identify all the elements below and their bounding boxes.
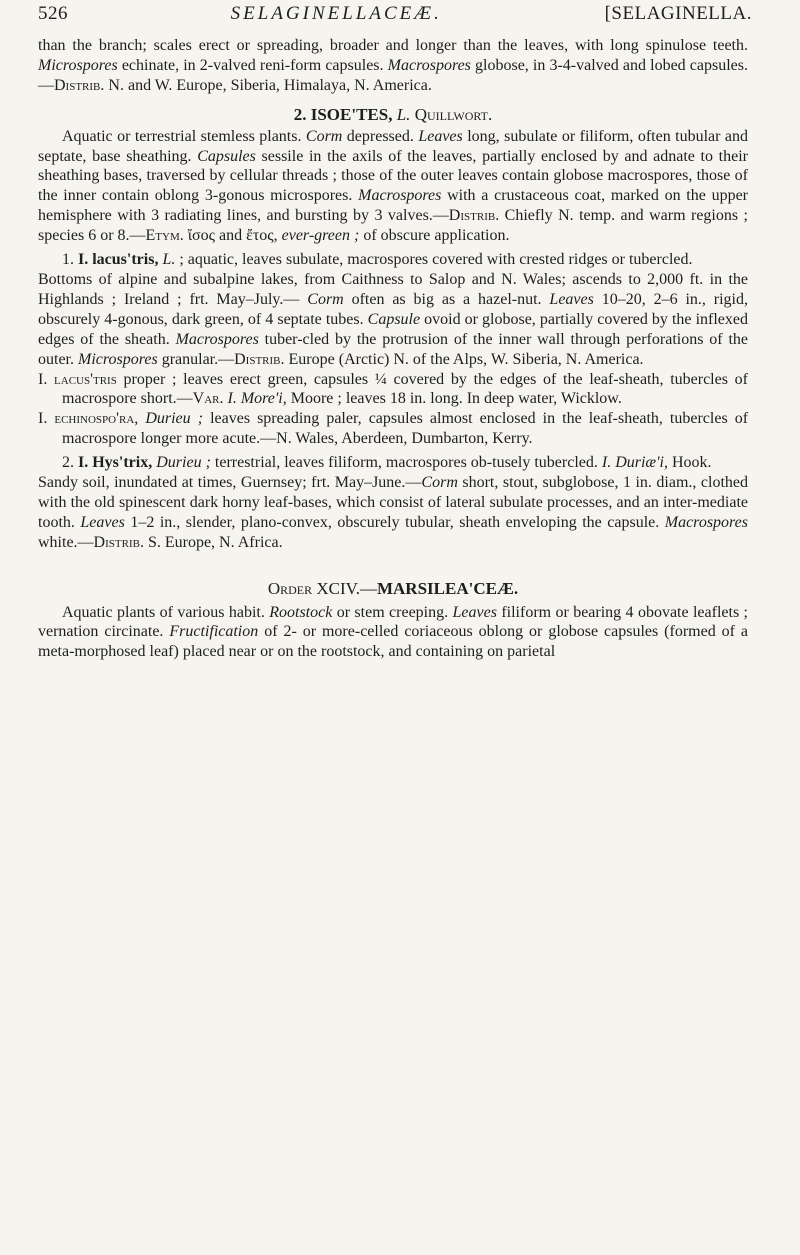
variety-lacustris-proper: I. lacus'tris proper ; leaves erect green, capsules ¼ covered by the edges of the leaf-sheath, tubercles of macrospore short.—Var. I. More'i, Moore ; leaves 18 in. long. In deep water, Wicklow. <box>38 370 749 408</box>
variety-echinospora: I. echinospo'ra, Durieu ; leaves spreading paler, capsules almost enclosed in the leaf-sheath, tubercles of macrospore longer more acute.—N. Wales, Aberdeen, Dumbarton, Kerry. <box>38 410 749 448</box>
species-1-heading: 1. I. lacus'tris, L. ; aquatic, leaves subulate, macrospores covered with crested ridges or tubercled. <box>62 251 693 269</box>
order-heading: Order XCIV.—MARSILEA'CEÆ. <box>267 578 519 598</box>
genus-description: Aquatic or terrestrial stemless plants. Corm depressed. Leaves long, subulate or filiform, often tubular and septate, base sheathing. Capsules sessile in the axils of the leaves, partially enclosed by and adnate to their sheathing bases, traversed by cellular threads ; those of the outer leaves contain globose macrospores, those of the inner contain oblong 3-gonous microspores. Macrospores with a crustaceous coat, marked on the upper hemisphere with 3 radiating lines, and bursting by 3 valves.—Distrib. Chiefly N. temp. and warm regions ; species 6 or 8.—Etym. ἴσος and ἔτος, ever-green ; of obscure application. <box>38 127 749 245</box>
text-column <box>38 36 748 662</box>
species-2-description: Sandy soil, inundated at times, Guernsey; frt. May–June.—Corm short, stout, subglobose, 1 in. diam., clothed with the old spinescent dark horny leaf-bases, which consist of lateral subulate processes, and an inter-mediate tooth. Leaves 1–2 in., slender, plano-convex, obscurely tubular, sheath enveloping the capsule. Macrospores white.—Distrib. S. Europe, N. Africa. <box>38 474 749 551</box>
running-header <box>38 4 752 34</box>
running-title: SELAGINELLACEÆ. <box>230 3 442 24</box>
species-2-heading: 2. I. Hys'trix, Durieu ; terrestrial, leaves filiform, macrospores ob-tusely tubercled. I. Duriæ'i, Hook. <box>62 454 712 472</box>
page-number: 526 <box>38 3 68 24</box>
genus-heading: 2. ISOE'TES, L. Quillwort. <box>293 104 493 124</box>
continuation-paragraph: than the branch; scales erect or spreading, broader and longer than the leaves, with long spinulose teeth. Microspores echinate, in 2-valved reni-form capsules. Macrospores globose, in 3-4-valved and lobed capsules.—Distrib. N. and W. Europe, Siberia, Himalaya, N. America. <box>38 37 749 94</box>
order-description: Aquatic plants of various habit. Rootstock or stem creeping. Leaves filiform or bearing 4 obovate leaflets ; vernation circinate. Fructification of 2- or more-celled coriaceous oblong or globose capsules (formed of a meta-morphosed leaf) placed near or on the rootstock, and containing on parietal <box>38 603 749 661</box>
section-title: [SELAGINELLA. <box>604 3 752 24</box>
species-1-description: Bottoms of alpine and subalpine lakes, from Caithness to Salop and N. Wales; ascends to 2,000 ft. in the Highlands ; Ireland ; frt. May–July.— Corm often as big as a hazel-nut. Leaves 10–20, 2–6 in., rigid, obscurely 4-gonous, dark green, of 4 septate tubes. Capsule ovoid or globose, partially covered by the inflexed edges of the sheath. Macrospores tuber-cled by the protrusion of the inner wall through perforations of the outer. Microspores granular.—Distrib. Europe (Arctic) N. of the Alps, W. Siberia, N. America. <box>38 270 749 368</box>
